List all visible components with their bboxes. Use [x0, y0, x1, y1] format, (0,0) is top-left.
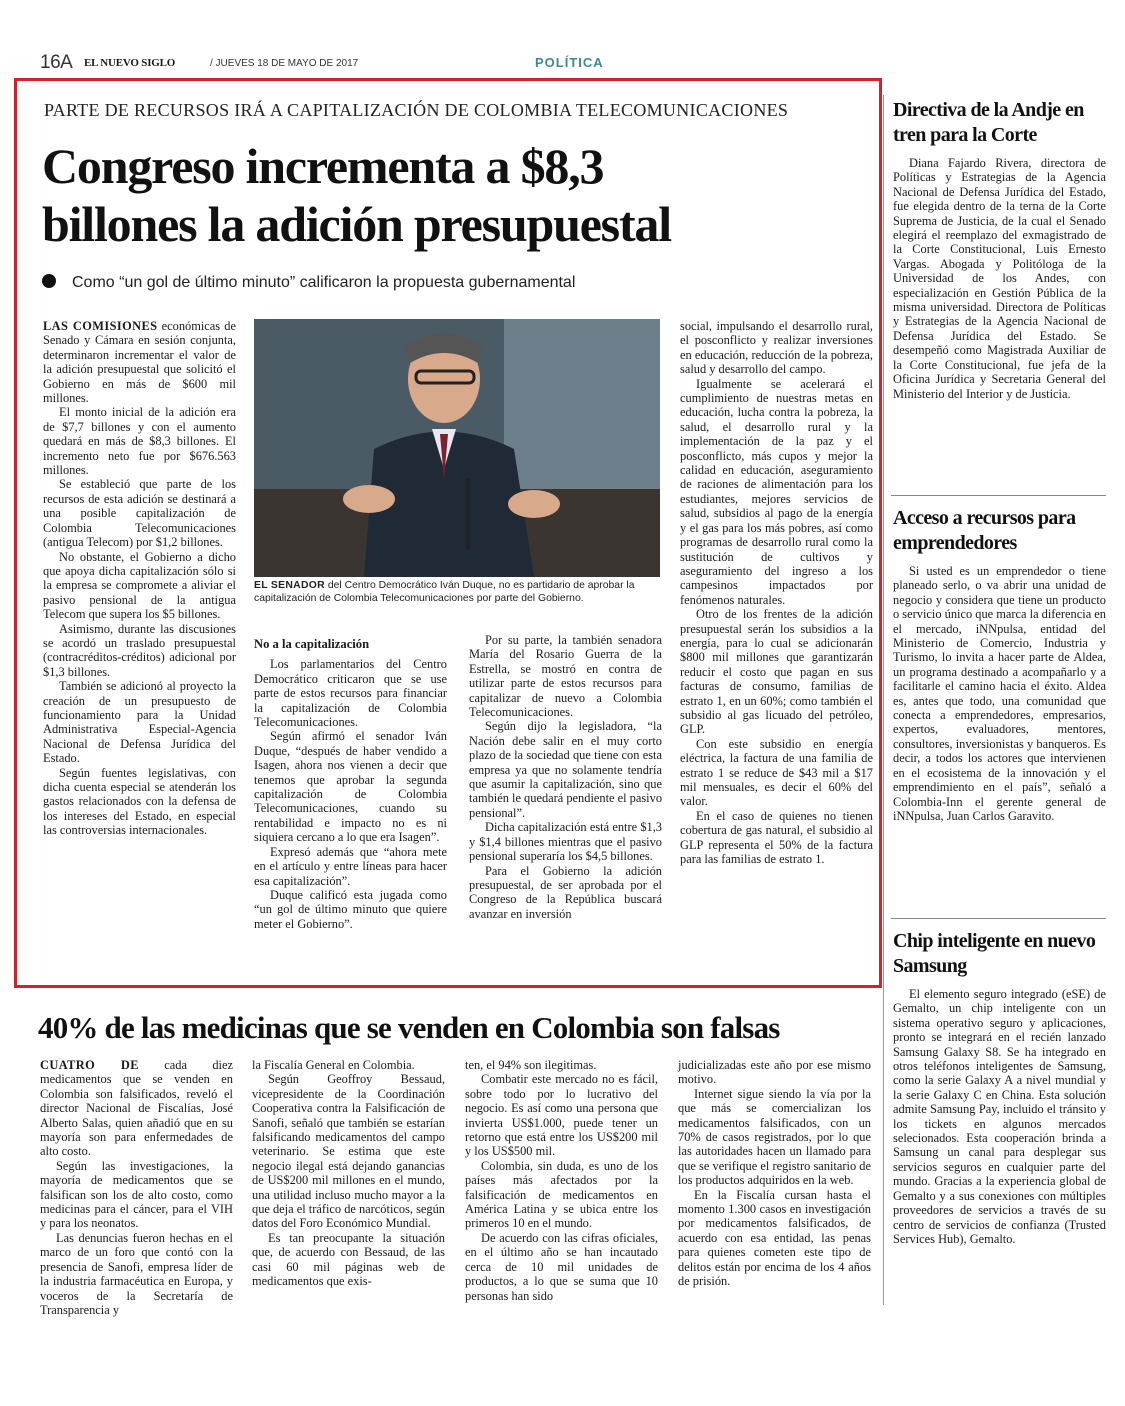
article-subhead: Como “un gol de último minuto” calificaron la propuesta gubernamental: [42, 274, 862, 292]
headline-line-2: billones la adición presupuestal: [42, 196, 671, 252]
second-article-headline: 40% de las medicinas que se venden en Colombia son falsas: [38, 1010, 780, 1045]
sidebar-item-samsung: [893, 929, 1106, 1246]
sidebar-headline: Acceso a recursos para emprendedores: [893, 507, 1076, 554]
headline-line-1: Congreso incrementa a $8,3: [42, 138, 604, 194]
paragraph: Internet sigue siendo la vía por la que más se comercializan los medicamentos falsificados, con un 70% de casos registrados, por lo que las autoridades hacen un llamado para que se verifique el registro sanitario de los productos adquiridos en la web.: [678, 1086, 871, 1188]
paragraph: También se adicionó al proyecto la creación de un presupuesto de funcionamiento para la Unidad Administrativa Especial-Agencia Nacional de Defensa Jurídica del Estado.: [43, 679, 236, 766]
section-name: POLÍTICA: [535, 55, 604, 70]
sidebar-headline: Chip inteligente en nuevo Samsung: [893, 930, 1096, 977]
paragraph: Se estableció que parte de los recursos de esta adición se destinará a una posible capitalización de Colombia Telecomunicaciones (antigua Telecom) por $1,2 billones.: [43, 477, 236, 550]
main-col-4: [680, 319, 873, 866]
column-divider: [883, 95, 884, 1305]
paragraph: En el caso de quienes no tienen cobertura de gas natural, el subsidio al GLP representa el 50% de la factura para las familias de estrato 1.: [680, 808, 873, 867]
paragraph: Duque calificó esta jugada como “un gol de último minuto que quiere meter el Gobierno”.: [254, 887, 447, 931]
paragraph: De acuerdo con las cifras oficiales, en el último año se han incautado cerca de 10 mil unidades de productos, a lo que se suma que 10 personas han sido: [465, 1230, 658, 1303]
sidebar-text: Si usted es un emprendedor o tiene planeado serlo, o va abrir una unidad de negocio y considera que tiene un producto o servicio único que marca la diferencia en el mercado, iNNpulsa, entidad del Ministerio de Comercio, Industria y Turismo, lo invita a hacer parte de Aldea, un programa destinado a acompañarlo y a facilitarle el camino hacia el éxito. Aldea es, antes que todo, una comunidad que conecta a emprendedores, empresarios, expertos, evaluadores, mentores, consultores, inversionistas y banqueros. Es decir, a todos los actores que intervienen en el ecosistema de la innovación y el emprendimiento en el país”, señaló a Colombia-Inn el gerente general de iNNpulsa, Juan Carlos Garavito.: [893, 564, 1106, 823]
lead-paragraph: LAS COMISIONES económicas de Senado y Cámara en sesión conjunta, determinaron incrementar el valor de la adición presupuestal que solicitó el Gobierno en más de $600 mil millones.: [43, 319, 236, 406]
paragraph: Las denuncias fueron hechas en el marco de un foro que contó con la presencia de Sanofi, empresa líder de la industria farmacéutica en Europa, y voceros de la Secretaría de Transparencia y: [40, 1230, 233, 1317]
newspaper-name: EL NUEVO SIGLO: [84, 57, 176, 69]
paragraph: judicializadas este año por ese mismo motivo.: [678, 1058, 871, 1087]
paragraph: Dicha capitalización está entre $1,3 y $1,4 billones mientras que el pasivo pensional superaría los $4,5 billones.: [469, 820, 662, 864]
paragraph: En la Fiscalía cursan hasta el momento 1.300 casos en investigación por medicamentos falsificados, de acuerdo con esa entidad, las penas para quienes cometen este tipo de delitos están por encima de los 4 años de prisión.: [678, 1187, 871, 1289]
second-col-3: [465, 1058, 658, 1303]
sidebar: [886, 78, 1125, 1406]
bullet-dot-icon: [42, 274, 56, 288]
second-col-2: [252, 1058, 445, 1289]
paragraph: Según fuentes legislativas, con dicha cuenta especial se atenderán los gastos relacionados con la defensa de los intereses del Estado, en especial las controversias internacionales.: [43, 765, 236, 838]
main-col-3: [469, 633, 662, 921]
sidebar-divider: [891, 495, 1106, 496]
main-article: [14, 78, 882, 988]
sidebar-text: El elemento seguro integrado (eSE) de Gemalto, un chip inteligente con un sistema operativo seguro y aplicaciones, pronto se integrará en el recién lanzado Samsung Galaxy S8. Se ha integrado en otros teléfonos inteligentes de Samsung, como la serie Galaxy A a nivel mundial y la serie Galaxy C en China. Esta solución admite Samsung Pay, incluido el tránsito y los tickets en algunos mercados selecionados. Esta cooperación brinda a Samsung un canal para desplegar sus servicios seguros en cualquier parte del mundo. Gracias a la experiencia global de Gemalto y a sus conexiones con múltiples proveedores de servicios a través de su centro de servicios de confianza (Trusted Services Hub), Gemalto.: [893, 987, 1106, 1246]
paragraph: Los parlamentarios del Centro Democrático criticaron que se use parte de estos recursos para financiar la capitalización de Colombia Telecomunicaciones.: [254, 657, 447, 730]
main-col-1: [43, 319, 236, 838]
article-headline: [42, 137, 862, 253]
paragraph: Combatir este mercado no es fácil, sobre todo por lo lucrativo del negocio. Es así como una persona que invierta US$1.000, puede tener un retorno que está entre los US$200 mil y los US$500 mil.: [465, 1072, 658, 1159]
paragraph: Según afirmó el senador Iván Duque, “después de haber vendido a Isagen, ahora nos vienen a decir que tenemos que aprobar la segunda capitalización de Colombia Telecomunicaciones, cuando su rentabilidad e impacto no es ni siquiera cercano a lo que era Isagen”.: [254, 729, 447, 845]
main-col-2: [254, 633, 447, 931]
lead-paragraph: CUATRO DE cada diez medicamentos que se venden en Colombia son falsificados, reveló el director Nacional de Fiscalías, José Alberto Salas, quien añadió que en su mayoría son para enfermedades de alto costo.: [40, 1058, 234, 1159]
second-col-1: [40, 1058, 233, 1317]
paragraph: No obstante, el Gobierno a dicho que apoya dicha capitalización sólo si la empresa se compromete a aliviar el pasivo pensional de la antigua Telecom que supera los $5 billones.: [43, 549, 236, 622]
paragraph: Para el Gobierno la adición presupuestal, de ser aprobada por el Congreso de la República buscará avanzar en inversión: [469, 863, 662, 921]
paragraph: ten, el 94% son ilegitimas.: [465, 1058, 597, 1072]
second-col-4: [678, 1058, 871, 1289]
sidebar-divider: [891, 918, 1106, 919]
paragraph: El monto inicial de la adición era de $7,7 billones y con el aumento quedará en más de $8,3 billones. El incremento neto fue por $676.563 millones.: [43, 405, 236, 478]
paragraph: Con este subsidio en energía eléctrica, la factura de una familia de estrato 1 se reduce de $43 mil a $17 mil mensuales, es decir el 60% del valor.: [680, 736, 873, 809]
sidebar-item-emprendedores: [893, 506, 1106, 823]
paragraph: Por su parte, la también senadora María del Rosario Guerra de la Estrella, se mostró en contra de utilizar parte de estos recursos para capitalizar de nuevo a Colombia Telecomunicaciones.: [469, 633, 662, 720]
paragraph: Según Geoffroy Bessaud, vicepresidente de la Coordinación Cooperativa contra la Falsificación de Sanofi, señaló que también se estarían falsificando medicamentos del campo veterinario. Se estima que este negocio ilegal está dejando ganancias de US$200 mil millones en el mundo, una utilidad incluso mucho mayor a la que deja el tráfico de narcóticos, según datos del Foro Económico Mundial.: [252, 1072, 446, 1231]
section-subheading: No a la capitalización: [254, 637, 370, 651]
issue-date: / JUEVES 18 DE MAYO DE 2017: [210, 58, 359, 69]
masthead: [40, 52, 1085, 72]
paragraph: Es tan preocupante la situación que, de acuerdo con Bessaud, de las casi 60 mil páginas web de medicamentos que exis-: [252, 1230, 445, 1289]
photo-caption: EL SENADOR del Centro Democrático Iván Duque, no es partidario de aprobar la capitalización de Colombia Telecomunicaciones por parte del Gobierno.: [254, 580, 635, 604]
sidebar-text: Diana Fajardo Rivera, directora de Políticas y Estrategias de la Agencia Nacional de Defensa Jurídica del Estado, fue elegida dentro de la terna de la Corte Suprema de Justicia, de la cual el Senado elegirá el reemplazo del exmagistrado de la Corte Constitucional, Luis Ernesto Vargas. Abogada y Politóloga de la Universidad de los Andes, con especialización en Gestión Pública de la misma universidad. Directora de Políticas y Estrategias de la Agencia Nacional de Defensa Jurídica del Estado. Se desempeñó como Magistrada Auxiliar de la Corte Constitucional, fue jefa de la Oficina Jurídica y Secretaria General del Ministerio del Interior y de Justicia.: [893, 156, 1106, 401]
page-number: 16A: [40, 52, 73, 73]
paragraph: Igualmente se acelerará el cumplimiento de nuestras metas en educación, lucha contra la pobreza, la salud, el desarrollo rural y la implementación de la paz y el posconflicto, más cupos y mejor la calidad en educación, aseguramiento de raciones de alimentación para los estudiantes, mejores servicios de salud, subsidios al pago de la energía y el gas para los más pobres, así como programas de desarrollo rural como la sustitución de cultivos y aseguramiento del ingreso a los campesinos impactados por fenómenos naturales.: [680, 376, 873, 607]
paragraph: Otro de los frentes de la adición presupuestal serán los subsidios a la energía, para lo cual se adicionarán $800 mil millones que garantizarán reducir el costo que pagan en sus facturas de consumo, familias de estrato 1, en un 60%; como también el subsidio al gas licuado del petróleo, GLP.: [680, 607, 873, 737]
paragraph: Asimismo, durante las discusiones se acordó un traslado presupuestal (contracréditos-créditos) adicional por $1,3 billones.: [43, 621, 236, 679]
sidebar-headline: Directiva de la Andje en tren para la Corte: [893, 99, 1084, 146]
senator-photo-illustration: [254, 319, 660, 577]
paragraph: la Fiscalía General en Colombia.: [252, 1058, 415, 1072]
paragraph: Expresó además que “ahora mete en el artículo y entre líneas para hacer esa capitalización”.: [254, 844, 447, 888]
senator-photo: [254, 319, 660, 577]
paragraph: Según dijo la legisladora, “la Nación debe salir en el muy corto plazo de la sociedad que tiene con esta empresa ya que no solamente tendría que asumir la capitalización, sino que también le quedará pendiente el pasivo pensional”.: [469, 719, 663, 820]
paragraph: Según las investigaciones, la mayoría de medicamentos que se falsifican son los de alto costo, como medicinas para el cáncer, para el VIH y para los neonatos.: [40, 1158, 233, 1231]
article-kicker: PARTE DE RECURSOS IRÁ A CAPITALIZACIÓN DE COLOMBIA TELECOMUNICACIONES: [44, 100, 789, 120]
paragraph: social, impulsando el desarrollo rural, el posconflicto y realizar inversiones en educación, reducción de la pobreza, salud y desarrollo del campo.: [680, 319, 873, 377]
sidebar-item-andje: [893, 98, 1106, 401]
paragraph: Colombia, sin duda, es uno de los países más afectados por la falsificación de medicamentos en América Latina y se ubica entre los primeros 10 en el mundo.: [465, 1158, 658, 1231]
